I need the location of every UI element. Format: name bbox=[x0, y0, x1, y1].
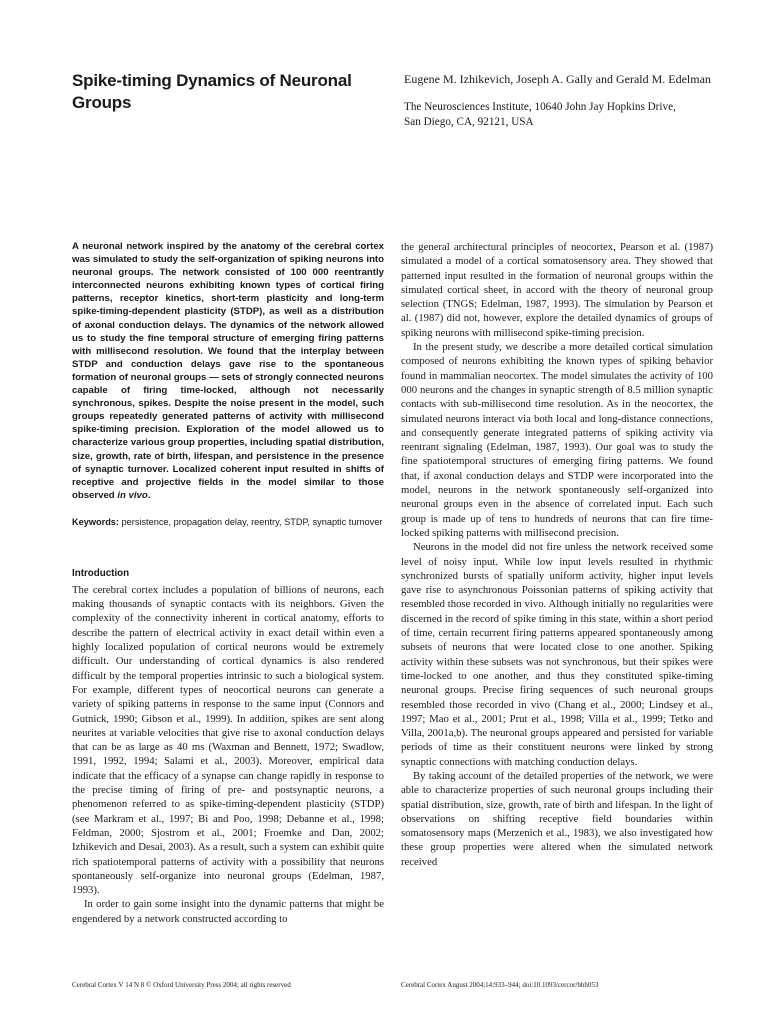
keywords-text: persistence, propagation delay, reentry, STDP, synaptic turnover bbox=[118, 516, 383, 527]
abstract bbox=[72, 240, 384, 502]
left-column bbox=[72, 240, 384, 926]
footer-citation: Cerebral Cortex August 2004;14:933–944; doi:10.1093/cercor/bhh053 bbox=[401, 981, 599, 989]
body-paragraph: The cerebral cortex includes a population of billions of neurons, each making thousands of synaptic contacts with its neighbors. Given the complexity of the connectivity inherent in cortical anatomy, efforts to describe the pattern of electrical activity in exact detail within even a highly localized population of cortical neurons would be extremely difficult. Our understanding of cortical dynamics is also rendered difficult by the temporal properties intrinsic to such a biological system. For example, different types of neocortical neurons can generate a variety of spiking patterns in response to the same input (Connors and Gutnick, 1990; Gibson et al., 1999). In addition, spikes are sent along neurites at variable velocities that give rise to axonal conduction delays that can be as large as 40 ms (Waxman and Bennett, 1972; Swadlow, 1991, 1992, 1994; Salami et al., 2003). Moreover, empirical data indicate that the efficacy of a synapse can change rapidly in response to the precise timing of firing of pre- and postsynaptic neurons, a phenomenon referred to as spike-timing-dependent plasticity (STDP) (see Markram et al., 1997; Bi and Poo, 1998; Debanne et al., 1998; Feldman, 2000; Sjostrom et al., 2001; Froemke and Dan, 2002; Izhikevich and Desai, 2003). As a result, such a system can exhibit quite rich spatiotemporal patterns of activity with a possibility that neurons spontaneously self-organize into neuronal groups (Edelman, 1987, 1993). bbox=[72, 583, 384, 897]
author-list: Eugene M. Izhikevich, Joseph A. Gally and Gerald M. Edelman bbox=[404, 72, 711, 86]
right-column bbox=[401, 240, 713, 869]
body-paragraph: the general architectural principles of neocortex, Pearson et al. (1987) simulated a model of a cortical somatosensory area. They showed that patterned input resulted in the formation of neuronal groups within the simulated cortical sheet, in accord with the theory of neuronal group selection (TNGS; Edelman, 1987, 1993). The simulation by Pearson et al. (1987) did not, however, explore the detailed dynamics of groups of spiking neurons with millisecond spike-timing precision. bbox=[401, 241, 713, 339]
keywords bbox=[72, 516, 384, 529]
body-paragraph: In the present study, we describe a more detailed cortical simulation composed of neurons exhibiting the known types of spiking behavior found in mammalian neocortex. The model simulates the activity of 100 000 neurons and the changes in synaptic strength of 8.5 million synaptic contacts with sub-millisecond time resolution. As in the neocortex, the simulated neurons interact via both local and long-distance connections, and consequently generate integrated patterns of spiking activity via reentrant signaling (Edelman, 1987, 1993). Our goal was to study the fine spatiotemporal structures of emerging firing patterns. We found that, if axonal conduction delays and STDP were incorporated into the model, neurons in the network spontaneously self-organized into neuronal groups even in the absence of correlated input. Each such group is made up of tens to hundreds of neurons that can fire time-locked spiking patterns with millisecond precision. bbox=[401, 341, 713, 539]
body-paragraph: Neurons in the model did not fire unless the network received some level of noisy input. While low input levels resulted in rhythmic synchronized bursts of spatially uniform activity, higher input levels gave rise to asynchronous Poissonian patterns of spiking activity that resembled those recorded in vivo. Although initially no regularities were discerned in the record of spike timing in this state, within a short period of time, certain recurrent firing patterns appeared spontaneously among subsets of neurons that were located close to one another. Spiking activity within these subsets was not synchronous, but their spikes were time-locked to one another, and thus they constituted spike-timing neuronal groups. Precise firing sequences of such neuronal groups resembled those recorded in vivo (Chang et al., 2000; Lindsey et al., 1997; Mao et al., 2001; Prut et al., 1998; Villa et al., 1999; Tetko and Villa, 2001a,b). The neuronal groups appeared and persisted for variable periods of time as their constituent neurons were linked by strong synaptic connections with matching conduction delays. bbox=[401, 541, 713, 768]
affiliation-line: San Diego, CA, 92121, USA bbox=[404, 116, 534, 128]
body-paragraph: In order to gain some insight into the dynamic patterns that might be engendered by a network constructed according to bbox=[72, 898, 384, 925]
abstract-text: A neuronal network inspired by the anatomy of the cerebral cortex was simulated to study the self-organization of spiking neurons into neuronal groups. The network consisted of 100 000 reentrantly interconnected neurons exhibiting known types of cortical firing patterns, receptor kinetics, short-term plasticity and long-term spike-timing-dependent plasticity (STDP), as well as a distribution of axonal conduction delays. The dynamics of the network allowed us to study the fine temporal structure of emerging firing patterns with millisecond resolution. We found that the interplay between STDP and conduction delays gave rise to the spontaneous formation of neuronal groups — sets of strongly connected neurons capable of firing time-locked, although not necessarily synchronous, spikes. Despite the noise present in the model, such groups repeatedly generated patterns of activity with millisecond spike-timing precision. Exploration of the model allowed us to characterize various group properties, including spatial distribution, size, growth, rate of birth, lifespan, and persistence in the presence of synaptic turnover. Localized coherent input resulted in shifts of receptive and projective fields in the model similar to those observed bbox=[72, 241, 384, 501]
abstract-end: . bbox=[147, 489, 151, 501]
keywords-label: Keywords: bbox=[72, 516, 119, 527]
body-paragraph: By taking account of the detailed properties of the network, we were able to characterize properties of such neuronal groups including their spatial distribution, size, growth, rate of birth and lifespan. In the light of observations on shifting receptive field boundaries within somatosensory maps (Merzenich et al., 1983), we also investigated how these group properties were altered when the simulated network received bbox=[401, 769, 713, 868]
abstract-italic: in vivo bbox=[117, 489, 148, 501]
footer-journal-info: Cerebral Cortex V 14 N 8 © Oxford University Press 2004; all rights reserved bbox=[72, 981, 291, 989]
paper-title: Spike-timing Dynamics of Neuronal Groups bbox=[72, 71, 352, 112]
affiliation bbox=[404, 100, 724, 130]
section-heading-introduction: Introduction bbox=[72, 567, 130, 579]
affiliation-line: The Neurosciences Institute, 10640 John Jay Hopkins Drive, bbox=[404, 101, 676, 113]
